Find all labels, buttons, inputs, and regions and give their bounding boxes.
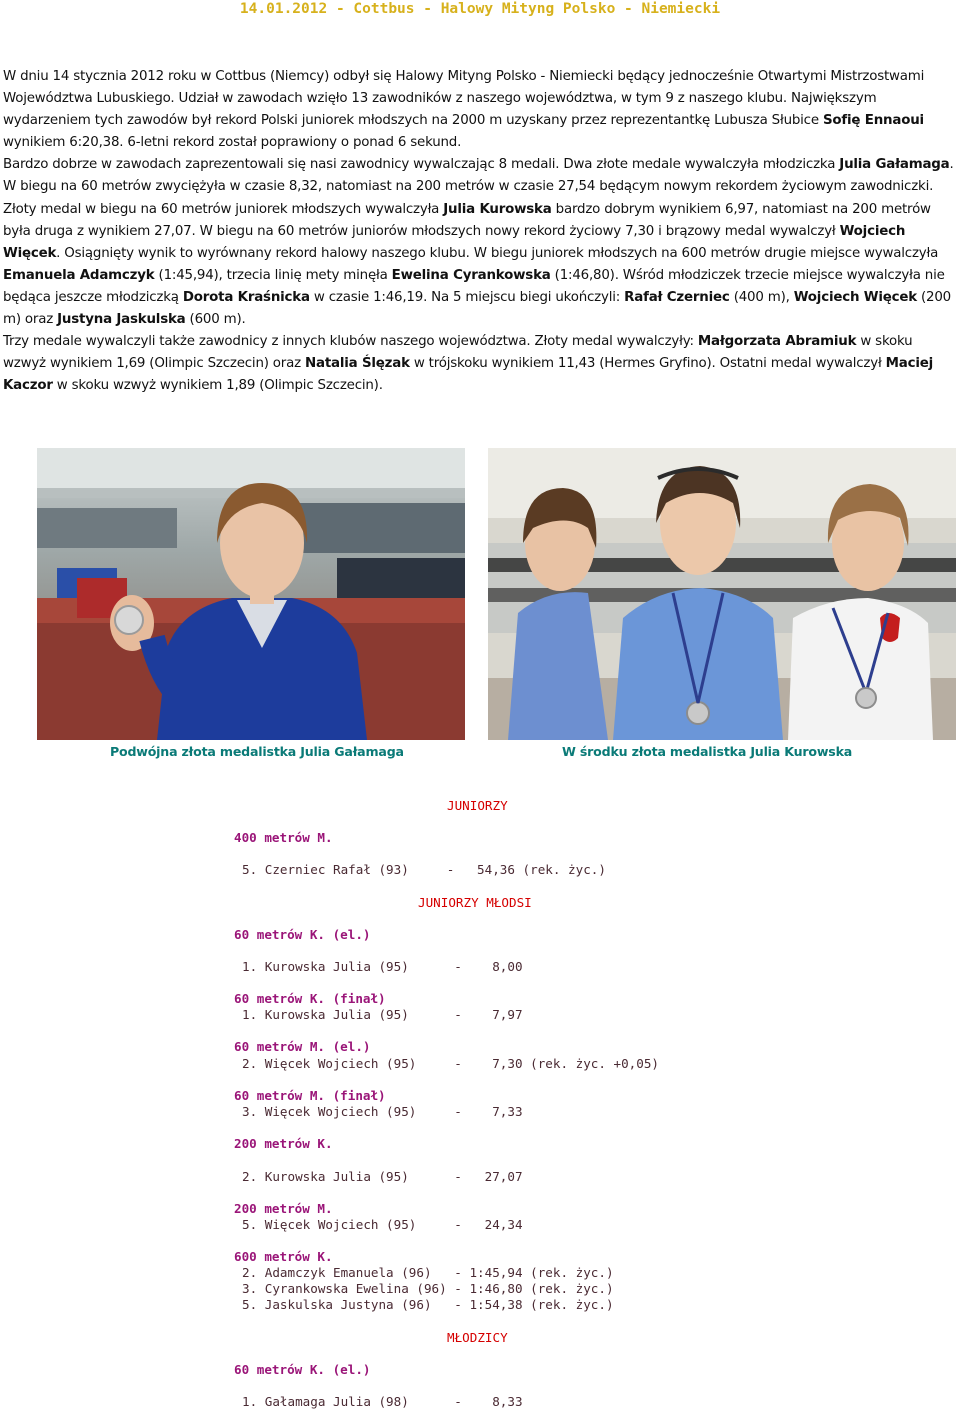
text: . W biegu na 60 metrów zwyciężyła w czasie 8,32, natomiast na 200 metrów w czasie 27,54 będącym nowym rekordem życiowym zawodniczki. Złoty medal w biegu na 60 metrów juniorek młodszych wywalczyła — [3, 157, 954, 217]
athlete-name: Wojciech Więcek — [3, 223, 906, 261]
photo-caption-right: W środku złota medalistka Julia Kurowska — [562, 744, 853, 759]
result-row: 2. Adamczyk Emanuela (96) - 1:45,94 (rek. życ.) — [242, 1265, 614, 1280]
text: w skoku wzwyż wynikiem 1,69 (Olimpic Szczecin) oraz — [3, 334, 913, 372]
athlete-name: Małgorzata Abramiuk — [697, 334, 857, 350]
page-title: 14.01.2012 - Cottbus - Halowy Mityng Polsko - Niemiecki — [239, 1, 721, 17]
athlete-name: Julia Gałamaga — [839, 157, 950, 173]
athlete-name: Wojciech Więcek — [793, 289, 917, 305]
event-title: 60 metrów K. (el.) — [234, 1362, 371, 1377]
photo-illustration — [37, 448, 465, 740]
athlete-name: Justyna Jaskulska — [57, 312, 186, 328]
event-title: 60 metrów K. (el.) — [234, 927, 371, 942]
text: Bardzo dobrze w zawodach zaprezentowali się nasi zawodnicy wywalczając 8 medali. Dwa złote medale wywalczyła młodziczka — [3, 157, 840, 173]
photo-illustration — [488, 448, 956, 740]
result-row: 3. Cyrankowska Ewelina (96) - 1:46,80 (rek. życ.) — [242, 1281, 614, 1296]
result-row: 1. Kurowska Julia (95) - 7,97 — [242, 1007, 523, 1022]
result-row: 5. Więcek Wojciech (95) - 24,34 — [242, 1217, 523, 1232]
text: w trójskoku wynikiem 11,43 (Hermes Gryfino). Ostatni medal wywalczył — [409, 356, 886, 372]
text: (600 m). — [185, 312, 246, 328]
paragraph-club-results — [3, 154, 957, 331]
text: w czasie 1:46,19. Na 5 miejscu biegi ukończyli: — [309, 289, 625, 305]
event-title: 60 metrów M. (finał) — [234, 1088, 386, 1103]
athlete-name: Emanuela Adamczyk — [3, 267, 155, 283]
article-body — [3, 66, 957, 397]
result-row: 1. Gałamaga Julia (98) - 8,33 — [242, 1394, 523, 1409]
result-row: 2. Kurowska Julia (95) - 27,07 — [242, 1169, 523, 1184]
result-row: 2. Więcek Wojciech (95) - 7,30 (rek. życ. +0,05) — [242, 1056, 660, 1071]
athlete-name: Julia Kurowska — [443, 201, 552, 217]
result-row: 5. Jaskulska Justyna (96) - 1:54,38 (rek. życ.) — [242, 1297, 614, 1312]
section-heading: MŁODZICY — [447, 1330, 508, 1345]
text: (400 m), — [729, 289, 794, 305]
photo-julia-galamaga — [37, 448, 465, 740]
text: (200 m) oraz — [3, 289, 951, 328]
text: w skoku wzwyż wynikiem 1,89 (Olimpic Szczecin). — [52, 378, 383, 394]
text: . Osiągnięty wynik to wyrównany rekord halowy naszego klubu. W biegu juniorek młodszych na 600 metrów drugie miejsce wywalczyła — [56, 245, 939, 261]
result-row: 1. Kurowska Julia (95) - 8,00 — [242, 959, 523, 974]
paragraph-other-clubs — [3, 331, 957, 397]
athlete-name: Maciej Kaczor — [3, 356, 934, 394]
result-row: 3. Więcek Wojciech (95) - 7,33 — [242, 1104, 523, 1119]
result-row: 5. Czerniec Rafał (93) - 54,36 (rek. życ.) — [242, 862, 606, 877]
paragraph-intro — [3, 66, 957, 154]
text: Trzy medale wywalczyli także zawodnicy z innych klubów naszego województwa. Złoty medal wywalczyły: — [3, 334, 698, 350]
event-title: 60 metrów K. (finał) — [234, 991, 386, 1006]
text: (1:46,80). Wśród młodziczek trzecie miejsce wywalczyła nie będąca jeszcze młodziczką — [3, 267, 945, 305]
text: wynikiem 6:20,38. 6-letni rekord został poprawiony o ponad 6 sekund. — [3, 135, 462, 151]
athlete-name: Rafał Czerniec — [624, 289, 730, 305]
event-title: 60 metrów M. (el.) — [234, 1039, 371, 1054]
text: (1:45,94), trzecia linię mety minęła — [154, 267, 392, 283]
athlete-name: Natalia Ślęzak — [305, 356, 410, 372]
photo-julia-kurowska — [488, 448, 956, 740]
athlete-name: Ewelina Cyrankowska — [391, 267, 551, 283]
athlete-name: Dorota Kraśnicka — [182, 289, 310, 305]
event-title: 600 metrów K. — [234, 1249, 333, 1264]
event-title: 200 metrów K. — [234, 1136, 333, 1151]
section-heading: JUNIORZY — [447, 798, 508, 813]
text: W dniu 14 stycznia 2012 roku w Cottbus (Niemcy) odbył się Halowy Mityng Polsko - Niemiecki będący jednocześnie Otwartymi Mistrzostwami Województwa Lubuskiego. Udział w zawodach wzięło 13 zawodników z naszego województwa, w tym 9 z naszego klubu. Największym wydarzeniem tych zawodów był rekord Polski juniorek młodszych na 2000 m uzyskany przez reprezentantkę Lubusza Słubice — [3, 69, 925, 129]
athlete-name: Sofię Ennaoui — [822, 113, 924, 129]
event-title: 400 metrów M. — [234, 830, 333, 845]
event-title: 200 metrów M. — [234, 1201, 333, 1216]
photo-caption-left: Podwójna złota medalistka Julia Gałamaga — [110, 744, 404, 759]
section-heading: JUNIORZY MŁODSI — [418, 895, 532, 910]
text: bardzo dobrym wynikiem 6,97, natomiast na 200 metrów była druga z wynikiem 27,07. W biegu na 60 metrów juniorów młodszych nowy rekord życiowy 7,30 i brązowy medal wywalczył — [3, 201, 931, 239]
